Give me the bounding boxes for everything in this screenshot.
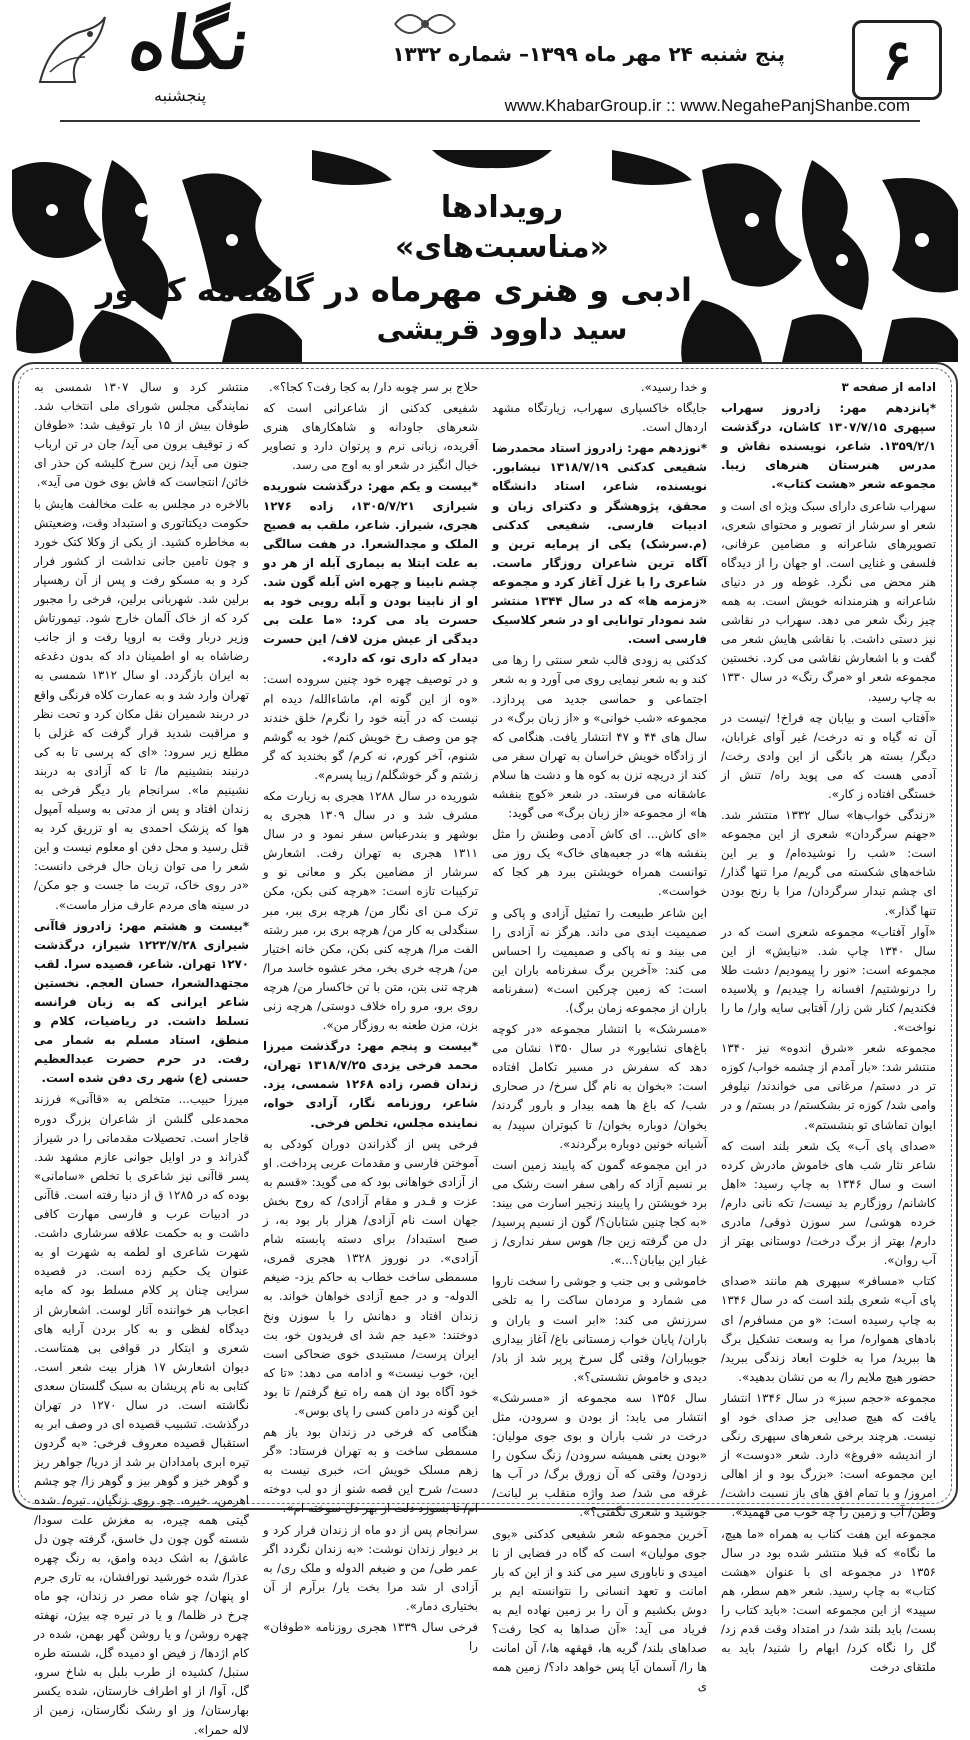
issue-date-line: پنج شنبه ۲۴ مهر ماه ۱۳۹۹– شماره ۱۳۳۲ [392, 42, 785, 66]
article-paragraph: میرزا حبیب... متخلص به «قاآنی» فرزند محمدعلی گلشن از شاعران بزرگ دوره قاجار است. تحصیلات مقدماتی را در شیراز گذراند و در اوایل جوانی عازم مشهد شد. پسر قاآنی نیز شاعری با تخلص «سامانی» بوده که در ۱۲۸۵ ق از دنیا رفته است. قاآنی در ادبیات عرب و فارسی مهارت کافی داشت و به حکمت علاقه سرشاری داشت. شهرت شاعری او لطمه به شهرت او به عنوان یک حکیم زده است. در قصیده سرایی چنان پر کلام مسلط بود که مایه اعجاب هر خواننده آثار لوست. اشعارش از دیدگاه لفظی و به کار بردن آرایه های شعری و ابتکار در قوافی بی همتاست. دیوان اشعارش ۱۷ هزار بیت شعر است. کتابی به نام پریشان به سبک گلستان سعدی نگاشته است. در سال ۱۲۷۰ در تهران درگذشت. تشبیب قصیده ای در وصف ابر به استقبال قصیده معروف فرخی: «به گردون تیره ابری بامدادان بر شد از دریا/ جواهر ریز و گوهر خیز و گوهر بیز و گوهر زا/ چو چشم اهرمن، خیره، چو روی زنگیان، تیره/ شده گیتی همه چیره، به مغزش علت سودا/ شسته گون چون دل خاسق، گرفته چون دل عاشق/ به اشک دیده وامق، به رنگ چهره عذرا/ شده خورشید نورافشان، به تاری جرم او پنهان/ چو شاه مصر در زندان، چو ماه چرخ در ظلما/ و یا در تیره چه بیژن، نهفته چهره روشن/ و یا روشن گهر بهمن، شده در کام اژدها/ ز فیض او دمیده گل، شسته طره سنبل/ کشیده از طرب بلبل به شاخ سرو، گل، آوا/ از او اطراف خارستان، شده یکسر بهارستان/ وز او رشک نگارستان، زمین از لاله حمرا». [34, 1092, 249, 1737]
page-number-frame [852, 20, 942, 100]
article-paragraph: شوریده در سال ۱۲۸۸ هجری به زیارت مکه مشرف شد و در سال ۱۳۰۹ هجری به بوشهر و بندرعباس سفر نمود و در سال ۱۳۱۱ هجری به تهران رفت. اشعارش سرشار از مضامین بکر و معانی نو و ترکیبات تازه است: «هرچه کنی بکن، مکن ترک مـن ای نگار من/ هرچه بری ببر، مبر سنگدلی به کار من/ هرچه بری بر، مبر رشته الفت مرا/ هرچه کنی بکن، مکن خانه اختیار من/ هرچه خری بخر، مخر عشوه خاسد مرا/ هرچه تنی بتن، متن با تن خاکسار من/ هرچه روی برو، مرو راه خلاف دوستی/ هرچه زنی بزن، مزن طعنه به روزگار من». [263, 788, 478, 1033]
masthead [0, 0, 970, 150]
page-number: ۶ [881, 27, 913, 93]
article-paragraph: در این مجموعه گمون که پایبند زمین است بر نسیم آزاد که راهی سفر است رشک می برد خویشتن را پایبند زنجیر اسارت می بیند: «به کجا چنین شتابان؟/ گون از نسیم پرسید/ دل من گرفته زین جا/ هوس سفر نداری/ ز غبار این بیابان؟...». [492, 1157, 707, 1268]
article-paragraph: *پانزدهم مهر: زادروز سهراب سپهری ۱۳۰۷/۷/۱۵ کاشان، درگذشت ۱۳۵۹/۲/۱. شاعر، نویسنده نقاش و مدرس هنرستان هنرهای زیبا. مجموعه شعر «هشت کتاب». [721, 401, 936, 492]
article-paragraph: «آفتاب است و بیابان چه فراخ! /نیست در آن نه گیاه و نه درخت/ غیر آوای غرابان، دیگر/ بسته هر بانگی از این وادی رخت/ آدمی هست که می پوید راه/ تنش از خستگی افتاده ز کار». [721, 710, 936, 801]
article-paragraph: «مسرشک» با انتشار مجموعه «در کوچه باغ‌های نشابور» در سال ۱۳۵۰ نشان می دهد که سفرش در مسیر تکامل افتاده است: «بخوان به نام گل سرخ/ در صحاری شب/ که باغ ها همه بیدار و بارور گردند/ بخوان/ دوباره بخوان/ تا کبوتران سپید/ به آشیانه خونین دوباره برگردند». [492, 1022, 707, 1151]
article-paragraph: مجموعه شعر «شرق اندوه» نیز ۱۳۴۰ منتشر شد: «بار آمدم از چشمه خواب/ کوزه تر در دستم/ مرغانی می خواندند/ نیلوفر وامی شد/ کوزه تر بشکستم/ در بستم/ و در ایوان تماشای تو بنشستم». [721, 1041, 936, 1132]
article-paragraph: مجموعه «حجم سبز» در سال ۱۳۴۶ انتشار یافت که هیچ صدایی جز صدای خود او نیست. هرچند برخی شعرهای سپهری رنگی از اندیشه «فروغ» دارد. شعر «دوست» از این مجموعه است: «بزرگ بود و از اهالی امروز/ و با تمام افق های باز نسبت داشت/ وطن/ آب و زمین را چه خوب می فهمید». [721, 1390, 936, 1520]
title-line-3: ادبی و هنری مهرماه در گاهنامه کشور [95, 271, 692, 309]
article-paragraph: خاموشی و بی جنب و جوشی را سخت ناروا می شمارد و مردمان ساکت را به تلخی سرزنش می کند: «ابر است و باران و باران/ پایان خواب زمستانی باغ/ آغاز بیداری جویباران/ وقتی گل سرخ پرپر شد از باد/ دیدی و خاموش نشستی؟». [492, 1274, 707, 1384]
article-paragraph: و در توصیف چهره خود چنین سروده است: «وه از این گونه ام، ماشاءالله/ دیده ام نیست که در آینه خود را نگرم/ خلق خندند چو من وصف رخ خویش کنم/ خود به گوشم شنوم، آخر کورم، نه کرم/ گو بخندید که گر زشتم و گر خوشگلم/ زیبا پسرم». [263, 672, 478, 782]
title-line-1: رویدادها [440, 190, 564, 225]
article-paragraph: «صدای پای آب» یک شعر بلند است که شاعر نثار شب های خاموش مادرش کرده است و سال ۱۳۴۶ به چاپ رسید: «اهل کاشانم/ روزگارم بد نیست/ تکه نانی دارم/ خرده هوشی/ سر سوزن ذوقی/ مادری دارم/ بهتر از برگ درخت/ دوستانی بهتر از آب روان». [721, 1138, 936, 1268]
article-paragraph: «زندگی خواب‌ها» سال ۱۳۳۲ منتشر شد. «جهنم سرگردان» شعری از این مجموعه است: «شب را نوشیده‌ام/ و بر این شاخه‌های شکسته می گریم/ مرا تنها گذار/ ای چشم تبدار سرگردان/ مرا با رنج بودن تنها گذار». [721, 808, 936, 918]
masthead-divider [60, 120, 920, 122]
article-paragraph: آخرین مجموعه شعر شفیعی کدکنی «بوی جوی مولیان» است که گاه در فضایی از نا امیدی و ناباوری سیر می کند و از این که بار امانت و تعهد انسانی را نتوانسته ایم بر دوش بکشیم و آن را بر زمین نهاده ایم به فریاد می آید: «آن صداها به کجا رفت؟ صداهای بلند/ گریه ها، قهقهه ها،/ آن امانت ها را/ آسمان آیا پس خواهد داد؟/ زمین همه ی [492, 1526, 707, 1694]
article-paragraph: جایگاه خاکسپاری سهراب، زیارتگاه مشهد اردهال است. [492, 401, 707, 435]
article-column [492, 378, 708, 1694]
logo-script: نگاه [124, 0, 256, 85]
article-column [34, 378, 249, 1737]
article-paragraph: کتاب «مسافر» سپهری هم مانند «صدای پای آب» شعری بلند است که در سال ۱۳۴۶ به چاپ رسیده است: «و من مسافرم/ ای بادهای همواره/ مرا به وسعت تشکیل برگ ها ببرید/ مرا به خلوت ابعاد زندگی ببرید/ حضور هیچ ملایم را/ به من نشان بدهید». [721, 1274, 936, 1384]
article-paragraph: *بیست و یکم مهر: درگذشت شوریده شیرازی ۱۳۰۵/۷/۲۱، زاده ۱۲۷۶ هجری، شیراز. شاعر، ملقب به فصیح الملک و مجدالشعرا. در هفت سالگی به علت ابتلا به بیماری آبله از هر دو چشم نابینا و چهره اش آبله گون شد. او از نابینا بودن و آبله رویی خود به حسرت یاد می کرد: «ما علت بی دیدگی از عیش مزن لاف/ این حسرت دیدار که داری تو، که دارد». [263, 479, 478, 666]
article-paragraph: مجموعه این هفت کتاب به همراه «ما هیچ، ما نگاه» که قبلا منتشر شده بود در سال ۱۳۵۶ در مجموعه ای با عنوان «هشت کتاب» به چاپ رسید. شعر «هم سطر، هم سپید» از این مجموعه است: «باید کتاب را بست/ باید بلند شد/ در امتداد وقت قدم زد/ گل را نگاه کرد/ ابهام را شنید/ باید به ملتقای درخت [721, 1526, 936, 1675]
article-title-block [95, 188, 692, 348]
article-banner [12, 150, 958, 362]
article-paragraph: شفیعی کدکنی از شاعرانی است که شعرهای جاودانه و شاهکارهای هنری آفریده، زبانی نرم و پرتوان دارد و تصاویر خیال انگیز در شعر او به اوج می رسد. [263, 401, 478, 473]
article-paragraph: سال ۱۳۵۶ سه مجموعه از «مسرشک» انتشار می یابد: از بودن و سرودن، مثل درخت در شب باران و بوی جوی مولیان: «بودن یعنی همیشه سرودن/ زنگ سکون را زدودن/ وقتی که آن زورق برگ/ در آب ها غرقه می شد/ صد واژه منقلب بر لبانت/ جوشید و شعری نگفتی؟». [492, 1390, 707, 1520]
article-paragraph: «آوار آفتاب» مجموعه شعری است که در سال ۱۳۴۰ چاپ شد. «نیایش» از این مجموعه است: «نور را پیمودیم/ دشت طلا را درنوشتیم/ افسانه را چیدیم/ و پلاسیده فکندیم/ کنار شن زار/ آفتابی سایه وار/ ما را نواخت». [721, 924, 936, 1035]
author-byline: سید داوود قریشی [376, 313, 628, 346]
article-paragraph: فرخی پس از گذراندن دوران کودکی به آموختن فارسی و مقدمات عربی پرداخت. او از آزادی خواهانی بود که می گوید: «قسم به عزت و قـدر و مقام آزادی/ که روح بخش جهان است نام آزادی/ هزار بار بود به، ز صبح استبداد/ برای دسته پابسته شام آزادی». در نوروز ۱۳۲۸ هجری قمری، مسمطی ساخت خطاب به حاکم یزد- ضیغم الدوله- و در جمع آزادی خواهان خواند. به زندان افتاد و دهانش را با سوزن ونخ دوختند: «عید جم شد ای فریدون خو، بت ایران پرست/ مستبدی خوی ضحاکی است این، خوب نیست» و ادامه می دهد: «تا که خود آگاه بود ان همه راه تیغ گرفتم/ تا بود این گونه در دامن کسی را پای بوس». [263, 1136, 479, 1418]
article-paragraph: *بیست و هشتم مهر: زادروز قاآنی شیرازی ۱۲۲۳/۷/۲۸ شیراز، درگذشت ۱۲۷۰ تهران. شاعر، قصیده سرا. لقب مجتهدالشعرا، حسان العجم. نخستین شاعر ایرانی که به زبان فرانسه تسلط داشت. در ریاضیات، کلام و منطق، استاد مسلم به شمار می رفت. در حرم حضرت عبدالعظیم حسنی (ع) شهر ری دفن شده است. [34, 918, 249, 1086]
article-paragraph: *نوزدهم مهر: زادروز استاد محمدرضا شفیعی کدکنی ۱۳۱۸/۷/۱۹ نیشابور. نویسنده، شاعر، استاد دانشگاه محقق، پژوهشگر و دکترای زبان و ادبیات فارسی. شفیعی کدکنی (م.سرشک) یکی از پرمایه ترین و آگاه ترین شاعران روزگار ماست. شاعری را با غزل آغاز کرد و مجموعه «زمزمه ها» که در سال ۱۳۴۴ منتشر شد نمودار توانایی او در شعر کلاسیک فارسی است. [492, 441, 708, 647]
article-paragraph: فرخی سال ۱۳۳۹ هجری روزنامه «طوفان» را [263, 1620, 478, 1654]
page-number-badge [852, 20, 942, 100]
article-paragraph: و خدا رسید». [640, 380, 707, 394]
article-paragraph: این شاعر طبیعت را تمثیل آزادی و پاکی و صمیمیت ابدی می داند. هرگز نه آزادی را می بیند و نه پاکی و صمیمیت را احساس می کند: «آخرین برگ سفرنامه باران این است: که زمین چرکین است» (سفرنامه باران از مجموعه زمان برگ). [492, 905, 707, 1015]
article-columns [34, 378, 936, 1737]
article-paragraph: *بیست و پنجم مهر: درگذشت میرزا محمد فرخی یزدی ۱۳۱۸/۷/۲۵ تهران، زندان قصر، زاده ۱۲۶۸ شمسی، یزد. شاعر، روزنامه نگار، آزادی خواه، نماینده مجلس، تخلص فرخی. [263, 1039, 478, 1130]
article-paragraph: سهراب شاعری دارای سبک ویژه ای است و شعر او سرشار از تصویر و محتوای شعری، تصویرهای شاعرانه و مضامین عرفانی، فلسفی و غنایی است. او جهان را از دیدگاه هنر محض می نگرد. غوطه ور در دنیای شاعرانه و هنرمندانه خویش است. به همه چیز رنگ شعر می دهد. سهراب در نقاشی نیز دستی داشت. با نقاشی هایش شعر می گفت و با اشعارش نقاشی می کرد. نخستین مجموعه شعر او «مرگ رنگ» در سال ۱۳۳۰ به چاپ رسید. [721, 498, 936, 704]
article-paragraph: هنگامی که فرخی در زندان بود باز هم مسمطی ساخت و به تهران فرستاد: «گر زهم مسلک خویش ات، خبری نیست به دست/ شرح این قصه شنو از دو لب دوخته ام/ تا بسوزد دلت از بهر دل سوخته ام». [263, 1425, 478, 1516]
article-paragraph: کدکنی به زودی قالب شعر سنتی را رها می کند و به شعر نیمایی روی می آورد و به شعر اجتماعی و حماسی جدید می پردازد. مجموعه «شب خوانی» و «از زبان برگ» در سال های ۴۴ و ۴۷ انتشار یافت. هنگامی که از زادگاه خویش خراسان به تهران سفر می کند از دریچه تزن به کوه ها و دشت ها سلام عاشقانه می فرستد. در شعر «کوچ بنفشه ها» از مجموعه «از زبان برگ» می گوید: [492, 653, 707, 821]
floral-ornament-icon [390, 6, 460, 42]
bird-ornament-icon [30, 12, 110, 92]
article-paragraph: «ای کاش... ای کاش آدمی وطنش را مثل بنفشه ها» در جعبه‌های خاک» یک روز می توانست همراه خویشتن ببرد هر کجا که خواست». [492, 827, 707, 899]
article-paragraph: بالاخره در مجلس به علت مخالفت هایش با حکومت دیکتاتوری و استبداد وقت، وضعیتش به مخاطره کشید. از یکی از وکلا کتک خورد و چون تامین جانی نداشت از کشور فرار کرد و به مسکو رفت و پس از آن رهسپار برلین شد. شهربانی برلین، فرخی را مجبور کرد که از خاک آلمان خارج شود. تیمورتاش وزیر دربار وقت به اروپا رفت و از جانب رضاشاه به او اطمینان داد که بدون دغدغه به ایران بازگردد. او سال ۱۳۱۲ شمسی به تهران وارد شد و به عمارت کلاه فرنگی واقع در دربند شمیران نقل مکان کرد و تحت نظر و مراقبت شدید قرار گرفت که غزلی با مطلع زیر سرود: «ای که پرسی تا به کی درنبند بنشینیم ما/ تا که آزادی به دربند نشینیم ما». سرانجام بار دیگر فرخی به زندان افتاد و پس از مدتی به وسیله آمپول هوا که پزشک احمدی به او تزریق کرد به قتل رسید و محل دفن او معلوم نیست و این شعر را می توان زبان حال فرخی دانست: «در روی خاک، تربت ما جست و جو مکن/ در سینه های مردم عارف مزار ماست». [34, 496, 249, 912]
article-paragraph: ادامه از صفحه ۳ [841, 380, 936, 394]
article-paragraph: حلاج بر سر چوبه دار/ به کجا رفت؟ کجا؟». [269, 380, 478, 394]
website-urls[interactable]: www.KhabarGroup.ir :: www.NegahePanjShanbe.com [504, 96, 910, 115]
logo-subtitle: پنجشنبه [154, 86, 207, 105]
article-paragraph: سرانجام پس از دو ماه از زندان فرار کرد و بر دیوار زندان نوشت: «به زندان نگردد اگر عمر طی/ من و ضیغم الدوله و ملک ری/ به آزادی ار شد مرا بخت یار/ برآرم از آن بختیاری دمار». [263, 1522, 478, 1613]
article-paragraph: منتشر کرد و سال ۱۳۰۷ شمسی به نمایندگی مجلس شورای ملی انتخاب شد. طوفان بیش از ۱۵ بار توقیف شد: «طوفان که ز توقیف برون می آید/ جان در تن ارباب جنون می آید/ زین سرخ کلیشه کن حذر ای خائن/ انتجاست که فاش بوی خون می آید». [34, 380, 249, 490]
article-column [263, 378, 479, 1654]
title-line-2: «مناسبت‌های» [395, 230, 609, 265]
article-column [721, 378, 936, 1675]
newspaper-logo [120, 0, 320, 114]
